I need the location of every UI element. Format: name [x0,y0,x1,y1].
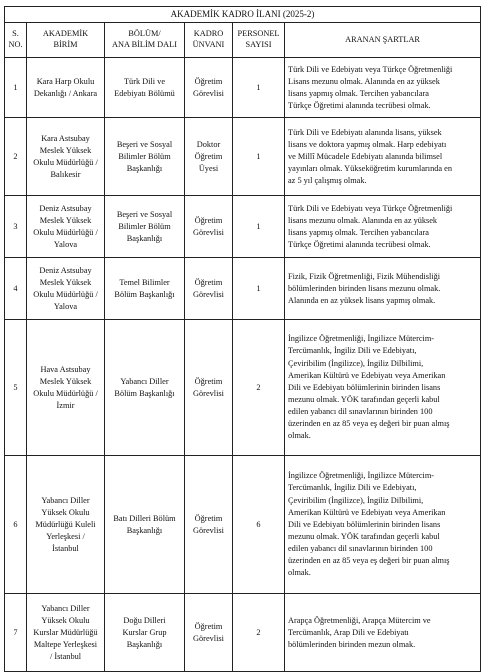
cell-requirements: Fizik, Fizik Öğretmenliği, Fizik Mühendisliği bölümlerinden birinden lisans mezunu olmak. Alanında en az yüksek lisans yapmış olmak. [285,258,481,320]
header-unit: AKADEMİK BİRİM [27,23,105,58]
header-no: S. NO. [5,23,27,58]
cell-no: 3 [5,196,27,258]
cell-position: Öğretim Görevlisi [185,456,233,594]
cell-requirements: Türk Dili ve Edebiyatı veya Türkçe Öğretmenliği Lisans mezunu olmak. Alanında en az yüksek lisans yapmış olmak. Tercihen yabancılara Türkçe Öğretimi alanında tecrübesi olmak. [285,58,481,118]
cell-no: 4 [5,258,27,320]
header-count: PERSONEL SAYISI [233,23,285,58]
table-row [5,196,481,258]
cell-requirements: İngilizce Öğretmenliği, İngilizce Mütercim- Tercümanlık, İngiliz Dili ve Edebiyatı, Çeviribilim (İngilizce), İngiliz Dilbilimi, Amerikan Kültürü ve Edebiyatı veya Amerikan Dili ve Edebiyatı bölümlerinin birinden lisans mezunu olmak. YÖK tarafından geçerli kabul edilen yabancı dil sınavlarının birinden 100 üzerinden en az 85 veya eş değeri bir puan almış olmak. [285,320,481,456]
cell-dept: Yabancı Diller Bölüm Başkanlığı [105,320,185,456]
header-requirements: ARANAN ŞARTLAR [285,23,481,58]
cell-requirements: Türk Dili ve Edebiyatı veya Türkçe Öğretmenliği lisans mezunu olmak. Alanında en az yüksek lisans yapmış olmak. Tercihen yabancılara Türkçe Öğretimi alanında tecrübesi olmak. [285,196,481,258]
table-title: AKADEMİK KADRO İLANI (2025-2) [5,7,481,23]
cell-position: Öğretim Görevlisi [185,320,233,456]
cell-unit: Deniz Astsubay Meslek Yüksek Okulu Müdürlüğü / Yalova [27,196,105,258]
table-row [5,58,481,118]
cell-dept: Temel Bilimler Bölüm Başkanlığı [105,258,185,320]
cell-count: 6 [233,456,285,594]
cell-unit: Deniz Astsubay Meslek Yüksek Okulu Müdürlüğü / Yalova [27,258,105,320]
header-row [5,23,481,58]
cell-count: 2 [233,594,285,672]
cell-count: 1 [233,58,285,118]
cell-unit: Hava Astsubay Meslek Yüksek Okulu Müdürlüğü / İzmir [27,320,105,456]
table-row [5,320,481,456]
cell-count: 1 [233,118,285,196]
cell-unit: Kara Astsubay Meslek Yüksek Okulu Müdürlüğü / Balıkesir [27,118,105,196]
cell-position: Öğretim Görevlisi [185,196,233,258]
cell-count: 1 [233,196,285,258]
cell-no: 1 [5,58,27,118]
academic-staff-table [4,6,481,672]
cell-dept: Doğu Dilleri Kurslar Grup Başkanlığı [105,594,185,672]
cell-dept: Batı Dilleri Bölüm Başkanlığı [105,456,185,594]
cell-position: Doktor Öğretim Üyesi [185,118,233,196]
table-row [5,456,481,594]
cell-dept: Beşeri ve Sosyal Bilimler Bölüm Başkanlığı [105,196,185,258]
cell-position: Öğretim Görevlisi [185,258,233,320]
cell-position: Öğretim Görevlisi [185,58,233,118]
cell-no: 6 [5,456,27,594]
table-row [5,118,481,196]
table-row [5,594,481,672]
cell-no: 7 [5,594,27,672]
cell-position: Öğretim Görevlisi [185,594,233,672]
cell-count: 2 [233,320,285,456]
cell-requirements: Arapça Öğretmenliği, Arapça Mütercim ve Tercümanlık, Arap Dili ve Edebiyatı bölümlerinden birinden mezun olmak. [285,594,481,672]
table-row [5,258,481,320]
cell-unit: Yabancı Diller Yüksek Okulu Kurslar Müdürlüğü Maltepe Yerleşkesi / İstanbul [27,594,105,672]
cell-dept: Beşeri ve Sosyal Bilimler Bölüm Başkanlığı [105,118,185,196]
cell-no: 2 [5,118,27,196]
cell-no: 5 [5,320,27,456]
cell-unit: Yabancı Diller Yüksek Okulu Müdürlüğü Kuleli Yerleşkesi / İstanbul [27,456,105,594]
cell-count: 1 [233,258,285,320]
header-dept: BÖLÜM/ ANA BİLİM DALI [105,23,185,58]
cell-requirements: İngilizce Öğretmenliği, İngilizce Mütercim- Tercümanlık, İngiliz Dili ve Edebiyatı, Çeviribilim (İngilizce), İngiliz Dilbilimi, Amerikan Kültürü ve Edebiyatı veya Amerikan Dili ve Edebiyatı bölümlerinin birinden lisans mezunu olmak. YÖK tarafından geçerli kabul edilen yabancı dil sınavlarının birinden 100 üzerinden en az 85 veya eş değeri bir puan almış olmak. [285,456,481,594]
cell-dept: Türk Dili ve Edebiyatı Bölümü [105,58,185,118]
header-position: KADRO ÜNVANI [185,23,233,58]
cell-unit: Kara Harp Okulu Dekanlığı / Ankara [27,58,105,118]
cell-requirements: Türk Dili ve Edebiyatı alanında lisans, yüksek lisans ve doktora yapmış olmak. Harp edebiyatı ve Millî Mücadele Edebiyatı alanında bilimsel yayınları olmak. Yükseköğretim kurumlarında en az 5 yıl çalışmış olmak. [285,118,481,196]
